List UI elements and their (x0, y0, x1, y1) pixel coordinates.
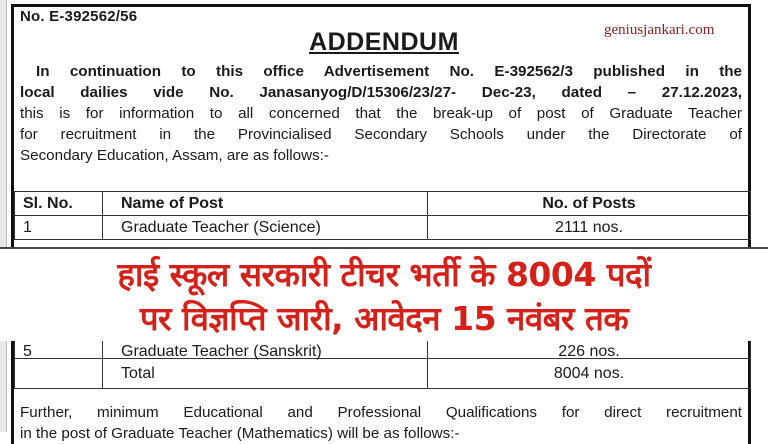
total-sl-no (15, 359, 103, 389)
row-post-name: Graduate Teacher (Science) (103, 216, 428, 240)
watermark: geniusjankari.com (604, 22, 715, 38)
headline-line-1: हाई स्कूल सरकारी टीचर भर्ती के 8004 पदों (117, 255, 651, 294)
table-header-row (15, 192, 751, 216)
reference-number: No. E-392562/56 (20, 8, 138, 25)
posts-table-continued (14, 338, 751, 389)
document-title: ADDENDUM (309, 28, 459, 56)
row-sl-no: 5 (15, 339, 103, 359)
total-count: 8004 nos. (428, 359, 751, 389)
intro-paragraph (20, 61, 742, 103)
posts-table (14, 191, 751, 240)
footer-line: in the post of Graduate Teacher (Mathematics) will be as follows:- (20, 425, 460, 442)
header-sl-no: Sl. No. (15, 192, 103, 216)
intro-line: In continuation to this office Advertisement No. E-392562/3 published in the (36, 63, 742, 80)
table-row (15, 216, 751, 240)
row-post-count: 2111 nos. (428, 216, 751, 240)
row-sl-no: 1 (15, 216, 103, 240)
headline-line-2: पर विज्ञप्ति जारी, आवेदन 15 नवंबर तक (139, 299, 629, 338)
body-line: this is for information to all concerned that the break-up of post of Graduate Teacher (20, 105, 742, 122)
total-label: Total (103, 359, 428, 389)
table-total-row (15, 359, 751, 389)
footer-paragraph (20, 402, 742, 444)
body-line: Secondary Education, Assam, are as follows:- (20, 147, 329, 164)
body-paragraph (20, 103, 742, 166)
row-post-count: 226 nos. (428, 339, 751, 359)
intro-line: local dailies vide No. Janasanyog/D/15306/23/27- Dec-23, dated – 27.12.2023, (20, 84, 742, 101)
left-margin-strip (0, 0, 7, 432)
table-row (15, 339, 751, 359)
header-post-count: No. of Posts (428, 192, 751, 216)
body-line: for recruitment in the Provincialised Secondary Schools under the Directorate of (20, 126, 742, 143)
headline-banner (0, 247, 768, 341)
row-post-name: Graduate Teacher (Sanskrit) (103, 339, 428, 359)
footer-line: Further, minimum Educational and Professional Qualifications for direct recruitment (20, 404, 742, 421)
header-post-name: Name of Post (103, 192, 428, 216)
